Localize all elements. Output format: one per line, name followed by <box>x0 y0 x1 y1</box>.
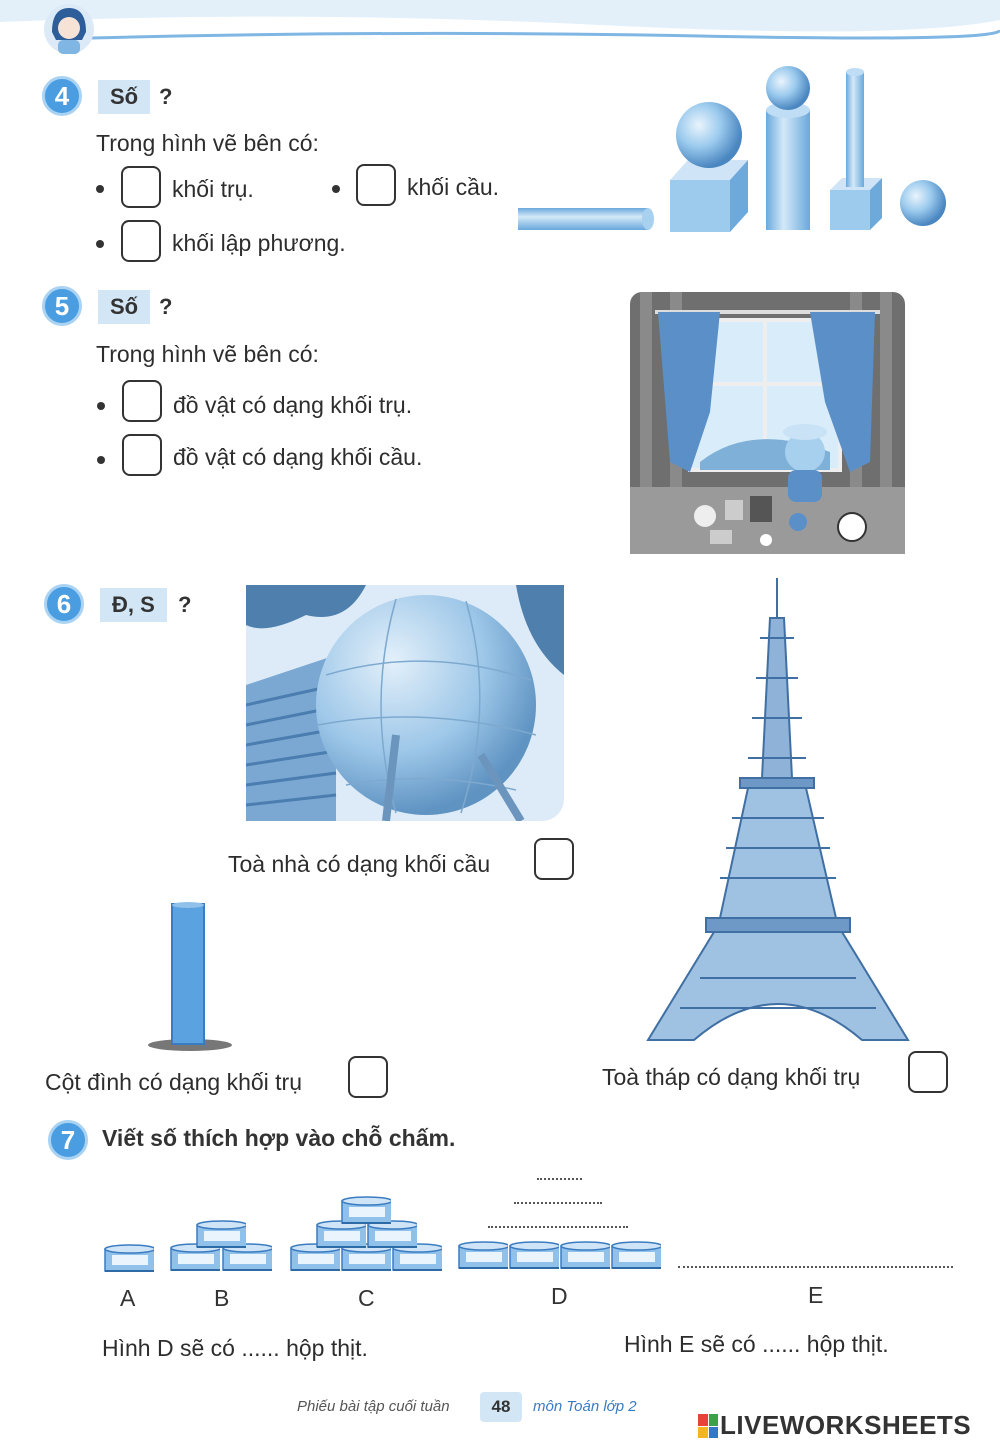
bullet <box>97 456 105 464</box>
meat-can-icon <box>196 1220 246 1250</box>
meat-can-icon <box>341 1196 391 1226</box>
question-5-mark: ? <box>159 294 173 319</box>
meat-can-icon <box>458 1241 508 1271</box>
meat-can-icon <box>104 1244 154 1274</box>
header-wave <box>0 0 1000 60</box>
tall-cylinder-shape <box>766 110 810 230</box>
answer-box-q5-sphere-objects[interactable] <box>122 434 162 476</box>
question-6-number: 6 <box>44 584 84 624</box>
question-6-tag: Đ, S <box>100 588 167 622</box>
question-4-tag: Số <box>98 80 150 114</box>
meat-can-icon <box>560 1241 610 1271</box>
answer-box-pillar[interactable] <box>348 1056 388 1098</box>
spherical-building-photo <box>246 585 564 821</box>
dotted-line <box>488 1226 628 1228</box>
footer-left: Phiếu bài tập cuối tuần <box>297 1398 450 1415</box>
figure-label-a: A <box>120 1285 136 1311</box>
figure-label-e: E <box>808 1282 824 1308</box>
question-4-mark: ? <box>159 84 173 109</box>
sentence-figure-e: Hình E sẽ có ...... hộp thịt. <box>624 1331 889 1357</box>
q4-3d-shapes-illustration <box>510 60 960 240</box>
question-6-mark: ? <box>178 592 192 617</box>
answer-box-q4-spheres[interactable] <box>356 164 396 206</box>
eiffel-tower-illustration <box>640 578 920 1044</box>
bullet <box>97 402 105 410</box>
bullet <box>96 185 104 193</box>
question-5-number: 5 <box>42 286 82 326</box>
bullet <box>332 185 340 193</box>
girl-avatar-icon <box>42 2 96 56</box>
lying-cylinder-shape <box>518 208 648 230</box>
dotted-line <box>537 1178 582 1180</box>
bullet <box>96 240 104 248</box>
page-number: 48 <box>480 1392 522 1422</box>
answer-box-building[interactable] <box>534 838 574 880</box>
q5-item-sphere: đồ vật có dạng khối cầu. <box>173 444 423 470</box>
q4-item-cylinder: khối trụ. <box>172 176 254 202</box>
liveworksheets-logo-icon <box>698 1414 718 1438</box>
q5-item-cylinder: đồ vật có dạng khối trụ. <box>173 392 413 418</box>
sentence-figure-d: Hình D sẽ có ...... hộp thịt. <box>102 1335 368 1361</box>
question-7-title: Viết số thích hợp vào chỗ chấm. <box>102 1125 456 1151</box>
pillar-illustration <box>140 900 240 1056</box>
pillar-caption: Cột đình có dạng khối trụ <box>45 1069 302 1095</box>
question-7-number: 7 <box>48 1120 88 1160</box>
question-4-number: 4 <box>42 76 82 116</box>
meat-can-icon <box>509 1241 559 1271</box>
dotted-line <box>678 1266 953 1268</box>
footer-right: môn Toán lớp 2 <box>533 1398 637 1415</box>
figure-label-c: C <box>358 1285 375 1311</box>
q4-item-cube: khối lập phương. <box>172 230 346 256</box>
answer-box-tower[interactable] <box>908 1051 948 1093</box>
answer-box-q4-cubes[interactable] <box>121 220 161 262</box>
liveworksheets-brand: LIVEWORKSHEETS <box>720 1410 972 1440</box>
answer-box-q5-cylinder-objects[interactable] <box>122 380 162 422</box>
figure-label-d: D <box>551 1283 568 1309</box>
question-5-tag: Số <box>98 290 150 324</box>
meat-can-icon <box>611 1241 661 1271</box>
question-5-intro: Trong hình vẽ bên có: <box>96 341 319 367</box>
question-4-intro: Trong hình vẽ bên có: <box>96 130 319 156</box>
dotted-line <box>514 1202 602 1204</box>
answer-box-q4-cylinders[interactable] <box>121 166 161 208</box>
q5-room-illustration <box>630 292 905 554</box>
q4-item-sphere: khối cầu. <box>407 174 500 200</box>
tower-caption: Toà tháp có dạng khối trụ <box>602 1064 861 1090</box>
sphere-shape <box>676 102 742 168</box>
figure-label-b: B <box>214 1285 230 1311</box>
building-caption: Toà nhà có dạng khối cầu <box>228 851 491 877</box>
